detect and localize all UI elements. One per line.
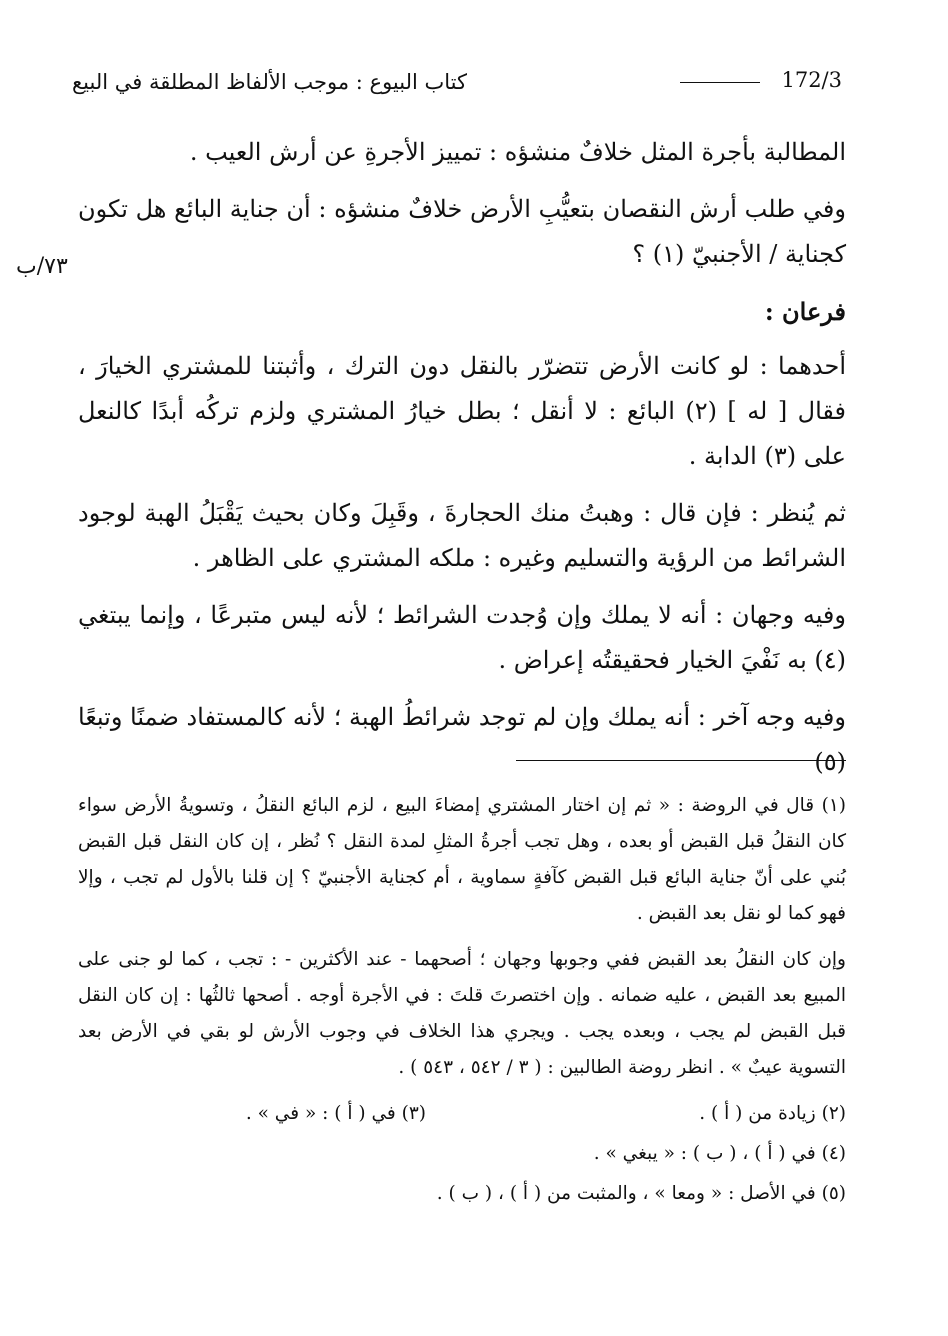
footnote-row-5 [78, 1176, 846, 1216]
header-rule [680, 82, 760, 83]
running-header [72, 68, 842, 102]
footnote-separator [516, 760, 846, 761]
footnotes [78, 788, 846, 1216]
footnote-3: (٣) في ( أ ) : « في » . [245, 1103, 426, 1124]
header-title: كتاب البيوع : موجب الألفاظ المطلقة في البيع [72, 70, 468, 94]
section-heading: فرعان : [764, 297, 846, 326]
footnote-1-part-2: وإن كان النقلُ بعد القبض ففي وجوبها وجهان ؛ أصحهما - عند الأكثرين - : تجب ، كما لو جنى على المبيع بعد القبض ، عليه ضمانه . وإن اختصرتَ قلتَ : في الأجرة أوجه . أصحها ثالثُها : إن كان النقل قبل القبض لم يجب ، وبعده يجب . ويجري هذا الخلاف في وجوب الأرش لو بقي في الأرض بعد التسوية عيبٌ » . انظر روضة الطالبين : ( ٣ / ٥٤٢ ، ٥٤٣ ) . [78, 949, 846, 1078]
footnote-row-4 [78, 1136, 846, 1176]
footnote-5: (٥) في الأصل : « ومعا » ، والمثبت من ( أ ) ، ( ب ) . [436, 1183, 846, 1204]
paragraph-5: وفيه وجهان : أنه لا يملك وإن وُجدت الشرائط ؛ لأنه ليس متبرعًا ، وإنما يبتغي (٤) به نَفْيَ الخيار فحقيقتُه إعراض . [78, 601, 846, 674]
paragraph-6: وفيه وجه آخر : أنه يملك وإن لم توجد شرائطُ الهبة ؛ لأنه كالمستفاد ضمنًا وتبعًا (٥) [78, 703, 846, 776]
paragraph-3: أحدهما : لو كانت الأرض تتضرّر بالنقل دون الترك ، وأثبتنا للمشتري الخيارَ ، فقال [ له ] (٢) البائع : لا أنقل ؛ بطل خيارُ المشتري ولزم تركُه أبدًا كالنعل على (٣) الدابة . [78, 352, 846, 470]
paragraph-2: وفي طلب أرش النقصان بتعيُّبِ الأرض خلافٌ منشؤه : أن جناية البائع هل تكون كجناية / الأجنبيّ (١) ؟ [78, 195, 846, 268]
footnote-2: (٢) زيادة من ( أ ) . [699, 1103, 846, 1124]
paragraph-4: ثم يُنظر : فإن قال : وهبتُ منك الحجارةَ ، وقَبِلَ وكان بحيث يَقْبَلُ الهبة لوجود الشرائط من الرؤية والتسليم وغيره : ملكه المشتري على الظاهر . [78, 499, 846, 572]
paragraph-1: المطالبة بأجرة المثل خلافٌ منشؤه : تمييز الأجرةِ عن أرش العيب . [189, 138, 846, 166]
page-number: 172/3 [781, 68, 842, 92]
main-text [78, 130, 846, 797]
footnote-row-2-3 [78, 1096, 846, 1136]
footnote-4: (٤) في ( أ ) ، ( ب ) : « يبغي » . [593, 1143, 846, 1164]
margin-manuscript-folio: ۷۳/ب [16, 254, 68, 279]
footnote-1-part-1: (١) قال في الروضة : « ثم إن اختار المشتري إمضاءَ البيع ، لزم البائع النقلُ ، وتسويةُ الأرض سواء كان النقلُ قبل القبض أو بعده ، وهل تجب أجرةُ المثلِ لمدة النقل ؟ نُظر ، إن كان النقل قبل القبض بُني على أنّ جناية البائع قبل القبض كآفةٍ سماوية ، أم كجناية الأجنبيّ ؟ إن قلنا بالأول لم تجب ، وإلا فهو كما لو نقل بعد القبض . [78, 795, 846, 924]
